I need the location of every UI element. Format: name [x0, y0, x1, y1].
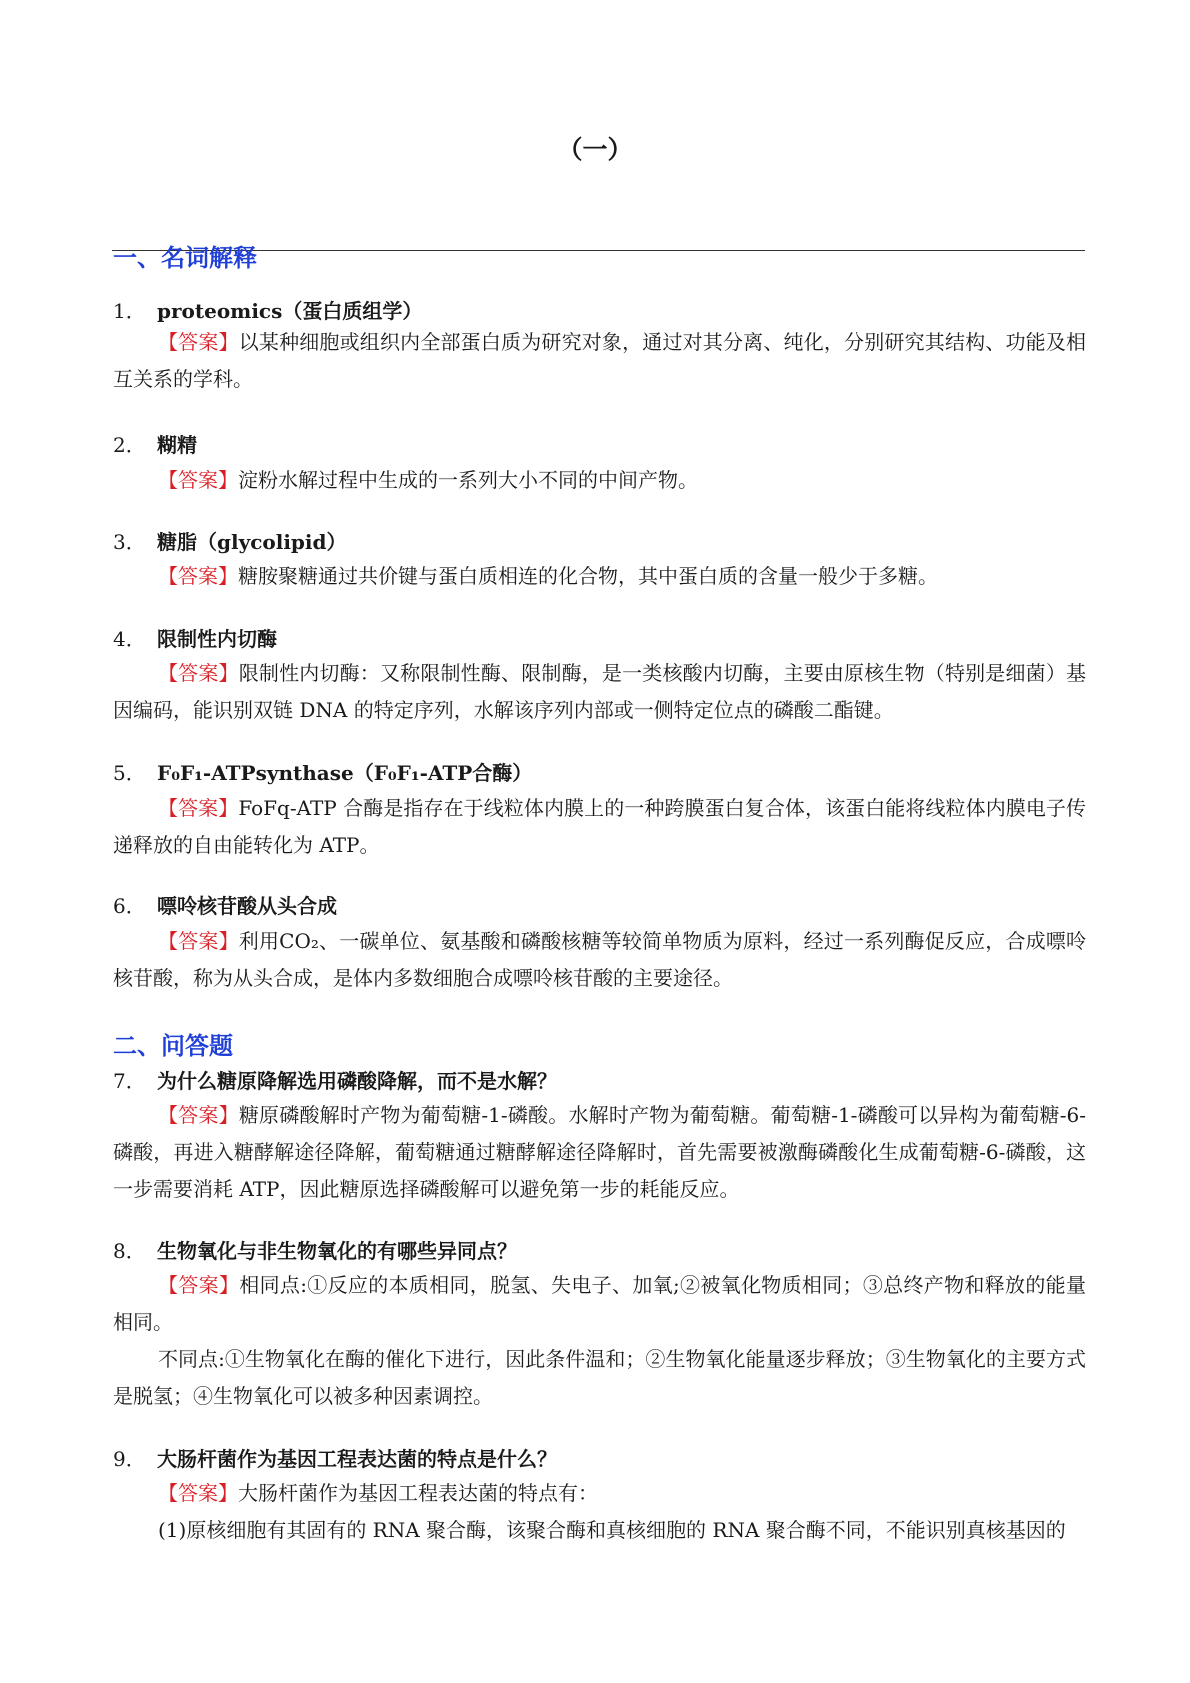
question-number: 3．: [113, 530, 146, 554]
answer-text: 利用CO₂、一碳单位、氨基酸和磷酸核糖等较简单物质为原料，经过一系列酶促反应，合成嘌呤核苷酸，称为从头合成，是体内多数细胞合成嘌呤核苷酸的主要途径。: [113, 929, 1087, 990]
question-number: 2．: [113, 433, 146, 457]
answer-4: [113, 655, 1086, 729]
question-text: 为什么糖原降解选用磷酸降解，而不是水解？: [157, 1069, 557, 1093]
answer-text: 以某种细胞或组织内全部蛋白质为研究对象，通过对其分离、纯化，分别研究其结构、功能及相互关系的学科。: [113, 330, 1087, 391]
question-2: [113, 430, 197, 460]
answer-6: [113, 923, 1086, 997]
question-3: [113, 527, 346, 557]
answer-8: [113, 1267, 1086, 1341]
question-6: [113, 891, 337, 921]
answer-tag: 【答案】: [158, 661, 239, 685]
answer-tag: 【答案】: [158, 564, 238, 588]
question-number: 5．: [113, 761, 146, 785]
answer-tag: 【答案】: [158, 1273, 240, 1297]
answer-text: 糖胺聚糖通过共价键与蛋白质相连的化合物，其中蛋白质的含量一般少于多糖。: [238, 564, 938, 588]
question-number: 7．: [113, 1069, 146, 1093]
answer-tag: 【答案】: [158, 796, 239, 820]
answer-text: FoFq-ATP 合酶是指存在于线粒体内膜上的一种跨膜蛋白复合体，该蛋白能将线粒体内膜电子传递释放的自由能转化为 ATP。: [113, 796, 1087, 857]
question-text: 生物氧化与非生物氧化的有哪些异同点？: [157, 1239, 517, 1263]
section-heading-definitions: 一、名词解释: [113, 244, 257, 272]
answer-9-continued: (1)原核细胞有其固有的 RNA 聚合酶，该聚合酶和真核细胞的 RNA 聚合酶不同，不能识别真核基因的: [158, 1518, 1066, 1542]
question-number: 8．: [113, 1239, 146, 1263]
answer-2: [113, 462, 1086, 499]
answer-text: 淀粉水解过程中生成的一系列大小不同的中间产物。: [238, 468, 698, 492]
section-heading-qa: 二、问答题: [113, 1032, 233, 1060]
question-text: 嘌呤核苷酸从头合成: [157, 894, 337, 918]
answer-tag: 【答案】: [158, 1481, 238, 1505]
answer-7: [113, 1097, 1086, 1208]
answer-5: [113, 790, 1086, 864]
question-1: [113, 296, 422, 326]
question-7: [113, 1066, 557, 1096]
answer-text: 糖原磷酸解时产物为葡萄糖-1-磷酸。水解时产物为葡萄糖。葡萄糖-1-磷酸可以异构为葡萄糖-6-磷酸，再进入糖酵解途径降解，葡萄糖通过糖酵解途径降解时，首先需要被激酶磷酸化生成葡萄糖-6-磷酸，这一步需要消耗 ATP，因此糖原选择磷酸解可以避免第一步的耗能反应。: [113, 1103, 1086, 1201]
question-text: F₀F₁-ATPsynthase（F₀F₁-ATP合酶）: [157, 761, 533, 785]
answer-tag: 【答案】: [158, 330, 239, 354]
question-text: 大肠杆菌作为基因工程表达菌的特点是什么？: [157, 1447, 557, 1471]
question-number: 9．: [113, 1447, 146, 1471]
question-text: 糖脂（glycolipid）: [157, 530, 347, 554]
question-number: 6．: [113, 894, 146, 918]
question-number: 1．: [113, 299, 146, 323]
answer-8-continued: 不同点:①生物氧化在酶的催化下进行，因此条件温和；②生物氧化能量逐步释放；③生物氧化的主要方式是脱氢；④生物氧化可以被多种因素调控。: [113, 1347, 1086, 1408]
question-4: [113, 624, 277, 654]
question-9: [113, 1444, 557, 1474]
answer-9: [113, 1475, 1086, 1512]
question-8: [113, 1236, 517, 1266]
answer-3: [113, 558, 1086, 595]
answer-tag: 【答案】: [158, 1103, 239, 1127]
question-text: proteomics（蛋白质组学）: [157, 299, 423, 323]
answer-tag: 【答案】: [158, 468, 238, 492]
answer-1: [113, 324, 1086, 398]
question-5: [113, 758, 532, 788]
question-text: 限制性内切酶: [157, 627, 277, 651]
answer-text: 限制性内切酶：又称限制性酶、限制酶，是一类核酸内切酶，主要由原核生物（特别是细菌）基因编码，能识别双链 DNA 的特定序列，水解该序列内部或一侧特定位点的磷酸二酯键。: [113, 661, 1087, 722]
divider: [112, 250, 1085, 251]
question-text: 糊精: [157, 433, 197, 457]
answer-tag: 【答案】: [158, 929, 239, 953]
answer-text: 相同点:①反应的本质相同，脱氢、失电子、加氧;②被氧化物质相同；③总终产物和释放的能量相同。: [113, 1273, 1086, 1334]
question-number: 4．: [113, 627, 146, 651]
answer-text: 大肠杆菌作为基因工程表达菌的特点有：: [238, 1481, 598, 1505]
page-title: （一）: [557, 135, 633, 164]
